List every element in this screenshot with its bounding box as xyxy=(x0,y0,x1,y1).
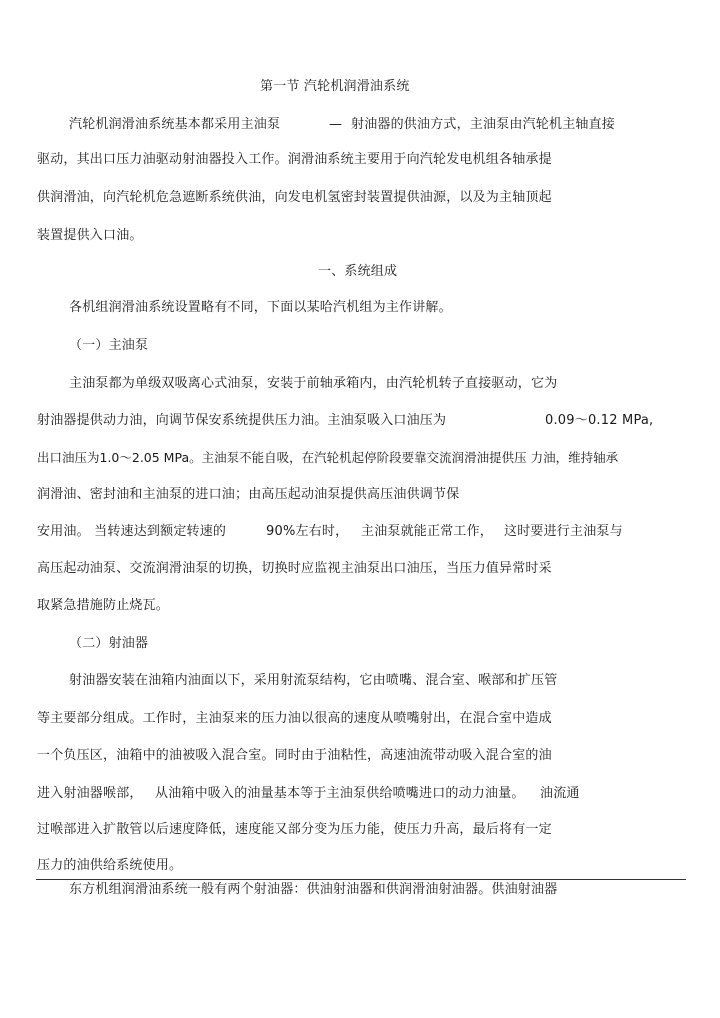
sub1-line-5d: 这时要进行主油泵与 xyxy=(504,524,623,539)
sub1-line-7: 取紧急措施防止烧瓦。 xyxy=(37,598,170,613)
sub2-line-6: 压力的油供给系统使用。 xyxy=(37,858,183,873)
horizontal-rule xyxy=(36,879,686,880)
sub1-line-6: 高压起动油泵、交流润滑油泵的切换，切换时应监视主油泵出口油压，当压力值异常时采 xyxy=(37,561,552,576)
intro-line-1-dash: — xyxy=(329,117,343,132)
intro-line-1b: 射油器的供油方式，主油泵由汽轮机主轴直接 xyxy=(351,117,616,132)
intro-line-4: 装置提供入口油。 xyxy=(37,228,143,243)
sub1-line-4: 润滑油、密封油和主油泵的进口油；由高压起动油泵提供高压油供调节保 xyxy=(37,487,460,502)
intro-line-2: 驱动，其出口压力油驱动射油器投入工作。润滑油系统主要用于向汽轮发电机组各轴承提 xyxy=(37,152,552,167)
subheading-ejector: （二）射油器 xyxy=(69,636,149,651)
sub1-line-2a: 射油器提供动力油，向调节保安系统提供压力油。主油泵吸入口油压为 xyxy=(37,413,447,428)
section-heading-composition: 一、系统组成 xyxy=(318,264,398,279)
sub1-line-3: 出口油压为1.0～2.05 MPa。主油泵不能自吸，在汽轮机起停阶段要靠交流润滑油提供压 力油，维持轴承 xyxy=(37,450,619,465)
sub2-line-4c: 油流通 xyxy=(540,786,580,801)
section1-line-1: 各机组润滑油系统设置略有不同，下面以某哈汽机组为主作讲解。 xyxy=(69,300,452,315)
intro-line-3: 供润滑油，向汽轮机危急遮断系统供油，向发电机氢密封装置提供油源，以及为主轴顶起 xyxy=(37,190,552,205)
sub1-line-5b: 90%左右时， xyxy=(266,524,349,539)
sub2-line-1: 射油器安装在油箱内油面以下，采用射流泵结构，它由喷嘴、混合室、喉部和扩压管 xyxy=(69,673,558,688)
sub2-line-4a: 进入射油器喉部， xyxy=(37,786,143,801)
sub2-line-2: 等主要部分组成。工作时，主油泵来的压力油以很高的速度从喷嘴射出，在混合室中造成 xyxy=(37,711,552,726)
sub2-line-4b: 从油箱中吸入的油量基本等于主油泵供给喷嘴进口的动力油量。 xyxy=(155,786,525,801)
section-title: 第一节 汽轮机润滑油系统 xyxy=(260,79,410,94)
sub1-line-5a: 安用油。 当转速达到额定转速的 xyxy=(37,524,227,539)
sub1-line-2b: 0.09～0.12 MPa, xyxy=(545,413,654,428)
sub2-line-7: 东方机组润滑油系统一般有两个射油器：供油射油器和供润滑油射油器。供油射油器 xyxy=(69,882,558,897)
subheading-main-oil-pump: （一）主油泵 xyxy=(69,338,149,353)
sub1-line-1: 主油泵都为单级双吸离心式油泵，安装于前轴承箱内，由汽轮机转子直接驱动，它为 xyxy=(69,376,558,391)
intro-line-1a: 汽轮机润滑油系统基本都采用主油泵 xyxy=(69,117,281,132)
sub2-line-5: 过喉部进入扩散管以后速度降低，速度能又部分变为压力能，使压力升高，最后将有一定 xyxy=(37,822,552,837)
sub2-line-3: 一个负压区，油箱中的油被吸入混合室。同时由于油粘性，高速油流带动吸入混合室的油 xyxy=(37,748,552,763)
sub1-line-5c: 主油泵就能正常工作， xyxy=(361,524,494,539)
